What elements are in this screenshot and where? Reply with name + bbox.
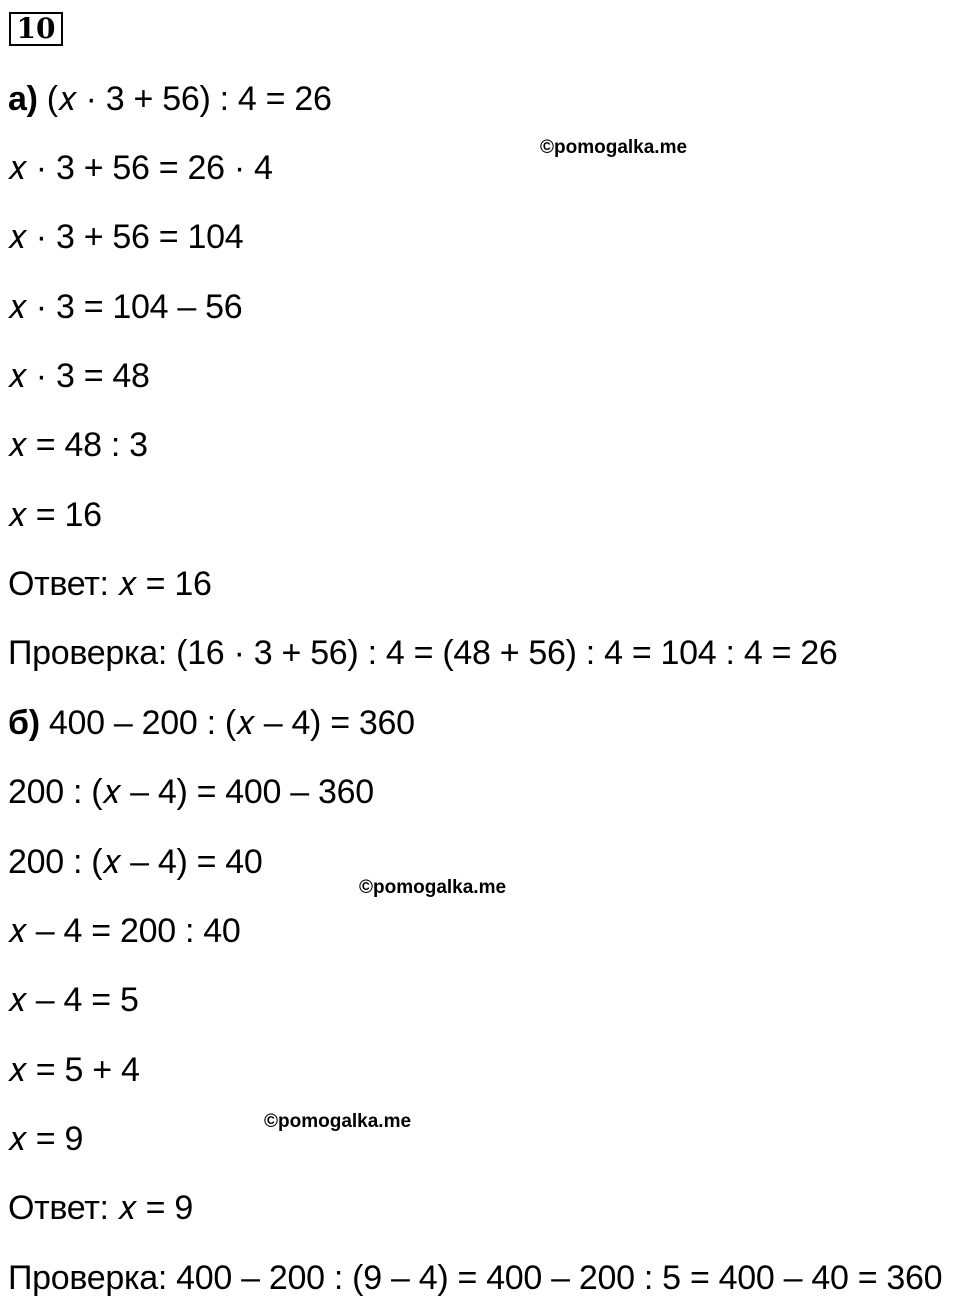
task-number: 10 bbox=[16, 12, 56, 45]
part-b-check: Проверка: 400 – 200 : (9 – 4) = 400 – 200 : 5 = 400 – 40 = 360 bbox=[8, 1259, 943, 1297]
part-b-line-3: 200 : (𝑥 – 4) = 40 bbox=[8, 843, 263, 881]
watermark: ©pomogalka.me bbox=[540, 137, 688, 158]
part-a-label: а) bbox=[8, 80, 38, 118]
part-a-line-6: 𝑥 = 48 : 3 bbox=[8, 426, 148, 464]
part-a-equation: (𝑥 · 3 + 56) : 4 = 26 bbox=[46, 80, 332, 118]
part-a-line-4: 𝑥 · 3 = 104 – 56 bbox=[8, 288, 243, 326]
watermark: ©pomogalka.me bbox=[264, 1111, 412, 1132]
part-a-line-5: 𝑥 · 3 = 48 bbox=[8, 357, 150, 395]
part-a-line-1 bbox=[8, 79, 332, 119]
watermark: ©pomogalka.me bbox=[359, 877, 507, 898]
part-a-line-3: 𝑥 · 3 + 56 = 104 bbox=[8, 218, 244, 256]
part-b-line-6: 𝑥 = 5 + 4 bbox=[8, 1051, 140, 1089]
part-b-line-2: 200 : (𝑥 – 4) = 400 – 360 bbox=[8, 773, 374, 811]
part-a-line-2: 𝑥 · 3 + 56 = 26 · 4 bbox=[8, 149, 273, 187]
part-b-equation: 400 – 200 : (𝑥 – 4) = 360 bbox=[48, 704, 415, 742]
part-a-check: Проверка: (16 · 3 + 56) : 4 = (48 + 56) : 4 = 104 : 4 = 26 bbox=[8, 634, 838, 672]
part-b-line-1 bbox=[8, 703, 415, 743]
part-a-line-7: 𝑥 = 16 bbox=[8, 496, 102, 534]
part-b-line-4: 𝑥 – 4 = 200 : 40 bbox=[8, 912, 241, 950]
part-b-line-5: 𝑥 – 4 = 5 bbox=[8, 981, 139, 1019]
part-b-label: б) bbox=[8, 704, 40, 742]
task-number-box bbox=[9, 12, 63, 46]
part-b-answer: Ответ: 𝑥 = 9 bbox=[8, 1189, 193, 1227]
part-a-answer: Ответ: 𝑥 = 16 bbox=[8, 565, 212, 603]
part-b-line-7: 𝑥 = 9 bbox=[8, 1120, 84, 1158]
